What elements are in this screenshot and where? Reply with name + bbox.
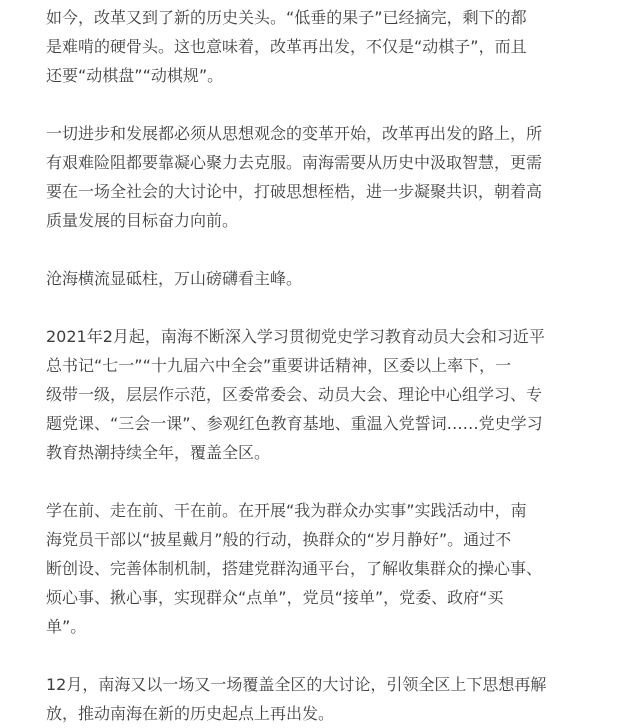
paragraph-thought-change: 一切进步和发展都必须从思想观念的变革开始，改革再出发的路上，所 有艰难险阻都要靠凝心聚力去克服。南海需要从历史中汲取智慧，更需 要在一场全社会的大讨论中，打破思想桎梏，进一步凝聚共识，朝着高 质量发展的目标奋力向前。 [46,124,543,230]
paragraph-party-history-study: 2021年2月起，南海不断深入学习贯彻党史学习教育动员大会和习近平 总书记“七一”“十九届六中全会”重要讲话精神，区委以上率下，一 级带一级，层层作示范，区委常委会、动员大会、理论中心组学习、专 题党课、“三会一课”、参观红色教育基地、重温入党誓词……党史学习 教育热潮持续全年，覆盖全区。 [46,327,545,462]
paragraph-pillar-quote: 沧海横流显砥柱，万山磅礴看主峰。 [46,269,303,288]
paragraph-practical-service: 学在前、走在前、干在前。在开展“我为群众办实事”实践活动中，南 海党员干部以“披星戴月”般的行动，换群众的“岁月静好”。通过不 断创设、完善体制机制，搭建党群沟通平台，了解收集群众的操心事、 烦心事、揪心事，实现群众“点单”，党员“接单”，党委、政府“买 单”。 [46,501,543,636]
article-body [46,0,580,728]
paragraph-reform-juncture: 如今，改革又到了新的历史关头。“低垂的果子”已经摘完，剩下的都 是难啃的硬骨头。这也意味着，改革再出发，不仅是“动棋子”，而且 还要“动棋盘”“动棋规”。 [46,8,527,85]
paragraph-december-discussion: 12月，南海又以一场又一场覆盖全区的大讨论，引领全区上下思想再解 放，推动南海在新的历史起点上再出发。 [46,675,547,723]
